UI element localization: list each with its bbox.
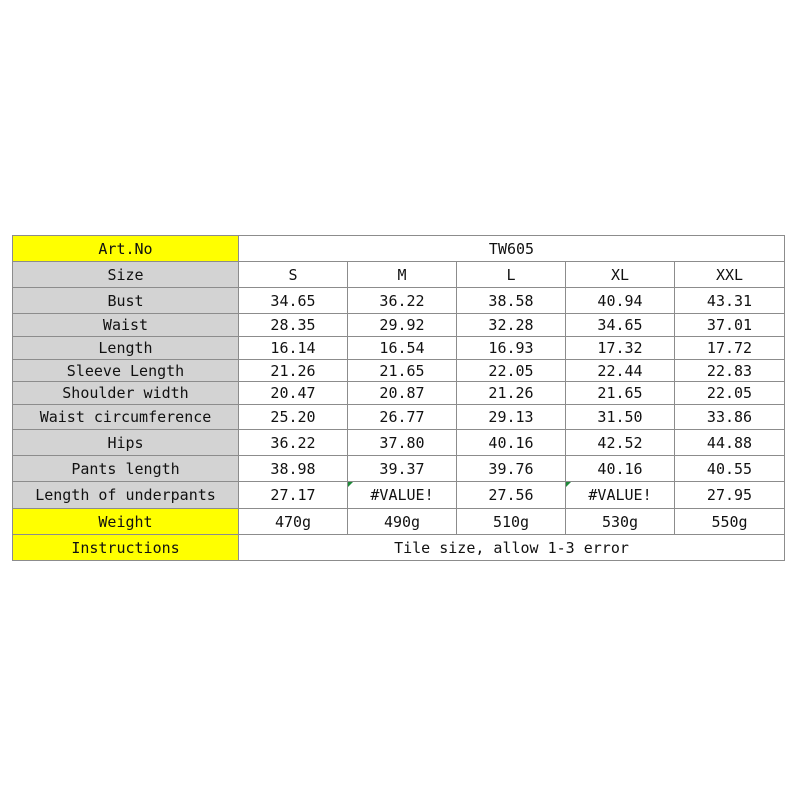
measurement-value: 16.54 bbox=[348, 337, 457, 360]
art-no-row bbox=[13, 236, 785, 262]
measurement-value: 40.55 bbox=[675, 456, 785, 482]
weight-label: Weight bbox=[13, 509, 239, 535]
measurement-row-hips bbox=[13, 430, 785, 456]
measurement-value: 40.16 bbox=[566, 456, 675, 482]
measurement-value: 36.22 bbox=[239, 430, 348, 456]
measurement-value: 37.80 bbox=[348, 430, 457, 456]
measurement-value: 27.17 bbox=[239, 482, 348, 509]
measurement-value: 16.14 bbox=[239, 337, 348, 360]
measurement-value: 17.32 bbox=[566, 337, 675, 360]
art-no-label: Art.No bbox=[13, 236, 239, 262]
measurement-row-bust bbox=[13, 288, 785, 314]
measurement-label: Bust bbox=[13, 288, 239, 314]
measurement-value: 31.50 bbox=[566, 405, 675, 430]
measurement-value: 22.05 bbox=[457, 360, 566, 382]
measurement-value: 22.44 bbox=[566, 360, 675, 382]
measurement-value: 17.72 bbox=[675, 337, 785, 360]
measurement-value: 40.16 bbox=[457, 430, 566, 456]
size-header-s: S bbox=[239, 262, 348, 288]
measurement-value: 22.05 bbox=[675, 382, 785, 405]
measurement-row-length bbox=[13, 337, 785, 360]
measurement-row-waist-circumference bbox=[13, 405, 785, 430]
measurement-value: 44.88 bbox=[675, 430, 785, 456]
weight-value: 490g bbox=[348, 509, 457, 535]
measurement-row-waist bbox=[13, 314, 785, 337]
measurement-row-sleeve-length bbox=[13, 360, 785, 382]
measurement-value: 38.58 bbox=[457, 288, 566, 314]
measurement-label: Waist bbox=[13, 314, 239, 337]
size-label: Size bbox=[13, 262, 239, 288]
measurement-value: 20.87 bbox=[348, 382, 457, 405]
size-header-l: L bbox=[457, 262, 566, 288]
size-header-xxl: XXL bbox=[675, 262, 785, 288]
weight-value: 530g bbox=[566, 509, 675, 535]
instructions-label: Instructions bbox=[13, 535, 239, 561]
measurement-value: 21.65 bbox=[566, 382, 675, 405]
size-header-m: M bbox=[348, 262, 457, 288]
weight-value: 550g bbox=[675, 509, 785, 535]
measurement-value: 21.26 bbox=[457, 382, 566, 405]
size-header-xl: XL bbox=[566, 262, 675, 288]
measurement-value: 22.83 bbox=[675, 360, 785, 382]
measurement-row-pants-length bbox=[13, 456, 785, 482]
art-no-value: TW605 bbox=[239, 236, 785, 262]
error-indicator-icon bbox=[348, 482, 353, 487]
measurement-value: 16.93 bbox=[457, 337, 566, 360]
error-value-text: #VALUE! bbox=[370, 486, 434, 504]
measurement-value: 32.28 bbox=[457, 314, 566, 337]
measurement-label: Hips bbox=[13, 430, 239, 456]
measurement-value: 26.77 bbox=[348, 405, 457, 430]
measurement-value: 21.26 bbox=[239, 360, 348, 382]
measurement-value: 34.65 bbox=[239, 288, 348, 314]
measurement-value: 21.65 bbox=[348, 360, 457, 382]
measurement-value: 39.76 bbox=[457, 456, 566, 482]
size-chart-sheet bbox=[12, 235, 785, 561]
measurement-value: 27.56 bbox=[457, 482, 566, 509]
weight-row bbox=[13, 509, 785, 535]
measurement-value: 27.95 bbox=[675, 482, 785, 509]
measurement-value: 28.35 bbox=[239, 314, 348, 337]
measurement-value-error bbox=[566, 482, 675, 509]
measurement-label: Waist circumference bbox=[13, 405, 239, 430]
measurement-value: 33.86 bbox=[675, 405, 785, 430]
measurement-value: 37.01 bbox=[675, 314, 785, 337]
measurement-value: 34.65 bbox=[566, 314, 675, 337]
measurement-value: 25.20 bbox=[239, 405, 348, 430]
measurement-value-error bbox=[348, 482, 457, 509]
measurement-label: Sleeve Length bbox=[13, 360, 239, 382]
measurement-label: Shoulder width bbox=[13, 382, 239, 405]
measurement-value: 29.92 bbox=[348, 314, 457, 337]
measurement-value: 39.37 bbox=[348, 456, 457, 482]
weight-value: 510g bbox=[457, 509, 566, 535]
measurement-value: 38.98 bbox=[239, 456, 348, 482]
measurement-row-shoulder-width bbox=[13, 382, 785, 405]
error-indicator-icon bbox=[566, 482, 571, 487]
measurement-value: 40.94 bbox=[566, 288, 675, 314]
instructions-text: Tile size, allow 1-3 error bbox=[239, 535, 785, 561]
measurement-value: 42.52 bbox=[566, 430, 675, 456]
measurement-value: 29.13 bbox=[457, 405, 566, 430]
measurement-label: Pants length bbox=[13, 456, 239, 482]
measurement-label: Length of underpants bbox=[13, 482, 239, 509]
size-header-row bbox=[13, 262, 785, 288]
measurement-value: 36.22 bbox=[348, 288, 457, 314]
measurement-value: 20.47 bbox=[239, 382, 348, 405]
measurement-row-length-of-underpants bbox=[13, 482, 785, 509]
weight-value: 470g bbox=[239, 509, 348, 535]
measurement-value: 43.31 bbox=[675, 288, 785, 314]
measurement-label: Length bbox=[13, 337, 239, 360]
instructions-row bbox=[13, 535, 785, 561]
size-chart-table bbox=[12, 235, 785, 561]
error-value-text: #VALUE! bbox=[588, 486, 652, 504]
